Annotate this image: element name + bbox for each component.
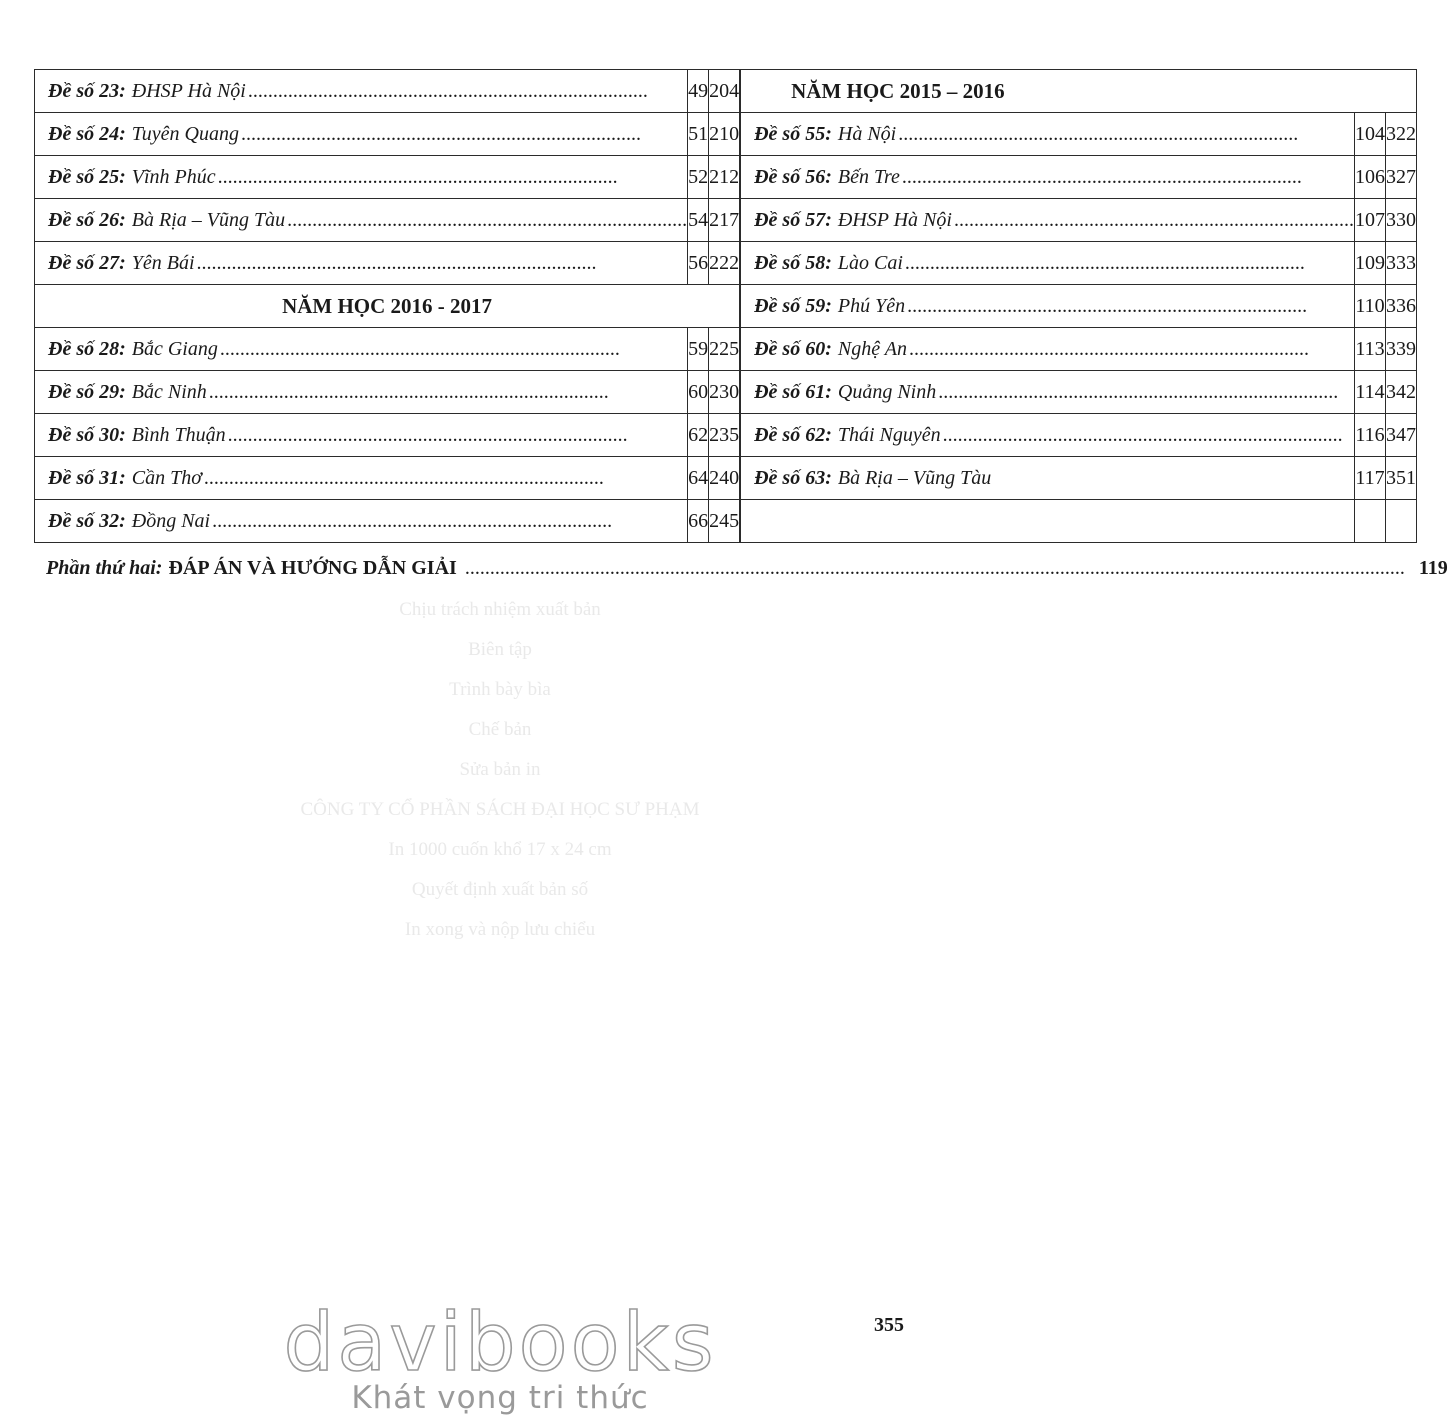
entry-label: Đề số 55: [754, 122, 832, 145]
entry-place: Vĩnh Phúc [131, 165, 216, 188]
entry-place: Lào Cai [837, 251, 903, 274]
toc-entry [35, 113, 688, 156]
dot-leader [954, 209, 1354, 232]
problem-page: 107 [1354, 199, 1385, 242]
problem-page: 104 [1354, 113, 1385, 156]
problem-page: 109 [1354, 242, 1385, 285]
entry-label: Đề số 30: [48, 423, 126, 446]
toc-row [35, 156, 1417, 199]
solution-page: 347 [1385, 414, 1416, 457]
solution-page: 240 [709, 457, 740, 500]
faint-line: In xong và nộp lưu chiểu [404, 919, 596, 940]
toc-entry [741, 113, 1355, 156]
toc-entry-text [754, 252, 1354, 275]
entry-label: Đề số 26: [48, 208, 126, 231]
solution-page: 217 [709, 199, 740, 242]
entry-place: Bà Rịa – Vũng Tàu [837, 466, 992, 489]
dot-leader [287, 209, 687, 232]
entry-label: Đề số 58: [754, 251, 832, 274]
entry-place: Bắc Ninh [131, 380, 207, 403]
dot-leader [907, 295, 1354, 318]
entry-place: Bình Thuận [131, 423, 226, 446]
solution-page: 245 [709, 500, 740, 543]
faint-line: In 1000 cuốn khổ 17 x 24 cm [388, 839, 612, 860]
toc-row [35, 414, 1417, 457]
problem-page: 64 [688, 457, 709, 500]
part-two-entry [46, 557, 1448, 580]
entry-place: Bến Tre [837, 165, 900, 188]
solution-page: 235 [709, 414, 740, 457]
toc-row [35, 199, 1417, 242]
solution-page: 204 [709, 70, 740, 113]
entry-place: Hà Nội [837, 122, 897, 145]
toc-entry-text [754, 209, 1354, 232]
dot-leader [943, 424, 1354, 447]
toc-entry-text [754, 338, 1354, 361]
solution-page: 212 [709, 156, 740, 199]
year-heading: NĂM HỌC 2015 – 2016 [741, 70, 1417, 113]
faint-line: CÔNG TY CỔ PHẦN SÁCH ĐẠI HỌC SƯ PHẠM [300, 799, 700, 820]
dot-leader [212, 510, 687, 533]
toc-entry-text [48, 510, 687, 533]
toc-entry-text [754, 166, 1354, 189]
toc-row [35, 371, 1417, 414]
dot-leader [228, 424, 687, 447]
solution-page: 327 [1385, 156, 1416, 199]
toc-entry-text [48, 166, 687, 189]
year-heading: NĂM HỌC 2016 - 2017 [35, 285, 740, 328]
solution-page: 351 [1385, 457, 1416, 500]
toc-entry [35, 156, 688, 199]
toc-entry-text [48, 467, 687, 490]
toc-entry-text [754, 381, 1354, 404]
toc-entry-text [48, 209, 687, 232]
problem-page: 51 [688, 113, 709, 156]
entry-label: Đề số 57: [754, 208, 832, 231]
toc-entry [741, 457, 1355, 500]
toc-entry [35, 199, 688, 242]
solution-page: 210 [709, 113, 740, 156]
solution-page: 225 [709, 328, 740, 371]
entry-place: Yên Bái [131, 251, 195, 274]
toc-entry [741, 371, 1355, 414]
watermark-tagline: Khát vọng tri thức [351, 1380, 649, 1416]
problem-page: 113 [1354, 328, 1385, 371]
dot-leader [197, 252, 688, 275]
toc-row [35, 285, 1417, 328]
toc-entry [35, 414, 688, 457]
entry-place: ĐHSP Hà Nội [131, 79, 246, 102]
toc-entry-text [754, 424, 1354, 447]
entry-place: Cần Thơ [131, 466, 202, 489]
empty-cell [741, 500, 1355, 543]
problem-page: 106 [1354, 156, 1385, 199]
entry-label: Đề số 25: [48, 165, 126, 188]
entry-place: Nghệ An [837, 337, 907, 360]
dot-leader [218, 166, 687, 189]
empty-cell [1354, 500, 1385, 543]
entry-label: Đề số 24: [48, 122, 126, 145]
problem-page: 56 [688, 242, 709, 285]
entry-place: Bắc Giang [131, 337, 218, 360]
page-number: 355 [874, 1314, 904, 1336]
dot-leader [220, 338, 687, 361]
entry-place: Đồng Nai [131, 509, 211, 532]
part-two-title: ĐÁP ÁN VÀ HƯỚNG DẪN GIẢI [168, 557, 457, 579]
dot-leader [241, 123, 687, 146]
dot-leader [465, 557, 1405, 580]
toc-entry-text [48, 252, 687, 275]
toc-entry [741, 156, 1355, 199]
entry-place: Phú Yên [837, 294, 906, 317]
entry-label: Đề số 27: [48, 251, 126, 274]
entry-label: Đề số 62: [754, 423, 832, 446]
toc-entry [35, 242, 688, 285]
entry-place: Bà Rịa – Vũng Tàu [131, 208, 286, 231]
empty-cell [1385, 500, 1416, 543]
toc-entry [741, 285, 1355, 328]
problem-page: 54 [688, 199, 709, 242]
entry-label: Đề số 59: [754, 294, 832, 317]
entry-place: Thái Nguyên [837, 423, 941, 446]
entry-label: Đề số 56: [754, 165, 832, 188]
solution-page: 322 [1385, 113, 1416, 156]
entry-label: Đề số 29: [48, 380, 126, 403]
watermark-logo: davibooks [283, 1296, 717, 1389]
solution-page: 330 [1385, 199, 1416, 242]
faint-line: Quyết định xuất bản số [411, 879, 589, 900]
faint-line: Biên tập [468, 639, 532, 660]
toc-row [35, 70, 1417, 113]
entry-label: Đề số 28: [48, 337, 126, 360]
entry-label: Đề số 31: [48, 466, 126, 489]
toc-entry [35, 457, 688, 500]
toc-entry [741, 199, 1355, 242]
solution-page: 339 [1385, 328, 1416, 371]
dot-leader [209, 381, 687, 404]
problem-page: 117 [1354, 457, 1385, 500]
dot-leader [938, 381, 1354, 404]
toc-entry [741, 328, 1355, 371]
toc-row [35, 500, 1417, 543]
toc-entry-text [48, 381, 687, 404]
problem-page: 66 [688, 500, 709, 543]
toc-row [35, 113, 1417, 156]
part-two-label: Phần thứ hai: [46, 557, 163, 579]
solution-page: 333 [1385, 242, 1416, 285]
entry-place: Tuyên Quang [131, 122, 239, 145]
toc-entry-text [48, 424, 687, 447]
entry-label: Đề số 63: [754, 466, 832, 489]
problem-page: 62 [688, 414, 709, 457]
toc-entry [741, 242, 1355, 285]
solution-page: 336 [1385, 285, 1416, 328]
dot-leader [248, 80, 687, 103]
solution-page: 222 [709, 242, 740, 285]
entry-place: Quảng Ninh [837, 380, 937, 403]
toc-entry [741, 414, 1355, 457]
toc-row [35, 457, 1417, 500]
toc-entry [35, 500, 688, 543]
faint-line: Chịu trách nhiệm xuất bản [399, 599, 601, 620]
dot-leader [902, 166, 1354, 189]
dot-leader [204, 467, 687, 490]
solution-page: 230 [709, 371, 740, 414]
entry-label: Đề số 23: [48, 79, 126, 102]
toc-entry-text [48, 123, 687, 146]
toc-table [34, 69, 1417, 543]
problem-page: 60 [688, 371, 709, 414]
toc-entry [35, 371, 688, 414]
toc-entry-text [48, 338, 687, 361]
entry-label: Đề số 61: [754, 380, 832, 403]
part-two-page: 119 [1418, 557, 1448, 579]
toc-entry [35, 328, 688, 371]
toc-entry [35, 70, 688, 113]
problem-page: 114 [1354, 371, 1385, 414]
problem-page: 49 [688, 70, 709, 113]
entry-place: ĐHSP Hà Nội [837, 208, 952, 231]
dot-leader [909, 338, 1354, 361]
toc-row [35, 328, 1417, 371]
toc-entry-text [754, 467, 1354, 490]
faint-line: Sửa bản in [459, 759, 541, 780]
faint-line: Chế bản [468, 719, 532, 740]
solution-page: 342 [1385, 371, 1416, 414]
toc-row [35, 242, 1417, 285]
entry-label: Đề số 60: [754, 337, 832, 360]
faint-line: Trình bày bìa [449, 679, 551, 700]
toc-entry-text [754, 123, 1354, 146]
problem-page: 59 [688, 328, 709, 371]
toc-entry-text [754, 295, 1354, 318]
dot-leader [898, 123, 1354, 146]
toc-entry-text [48, 80, 687, 103]
entry-label: Đề số 32: [48, 509, 126, 532]
faint-bleedthrough-text [0, 590, 1000, 950]
problem-page: 116 [1354, 414, 1385, 457]
problem-page: 52 [688, 156, 709, 199]
problem-page: 110 [1354, 285, 1385, 328]
dot-leader [905, 252, 1354, 275]
